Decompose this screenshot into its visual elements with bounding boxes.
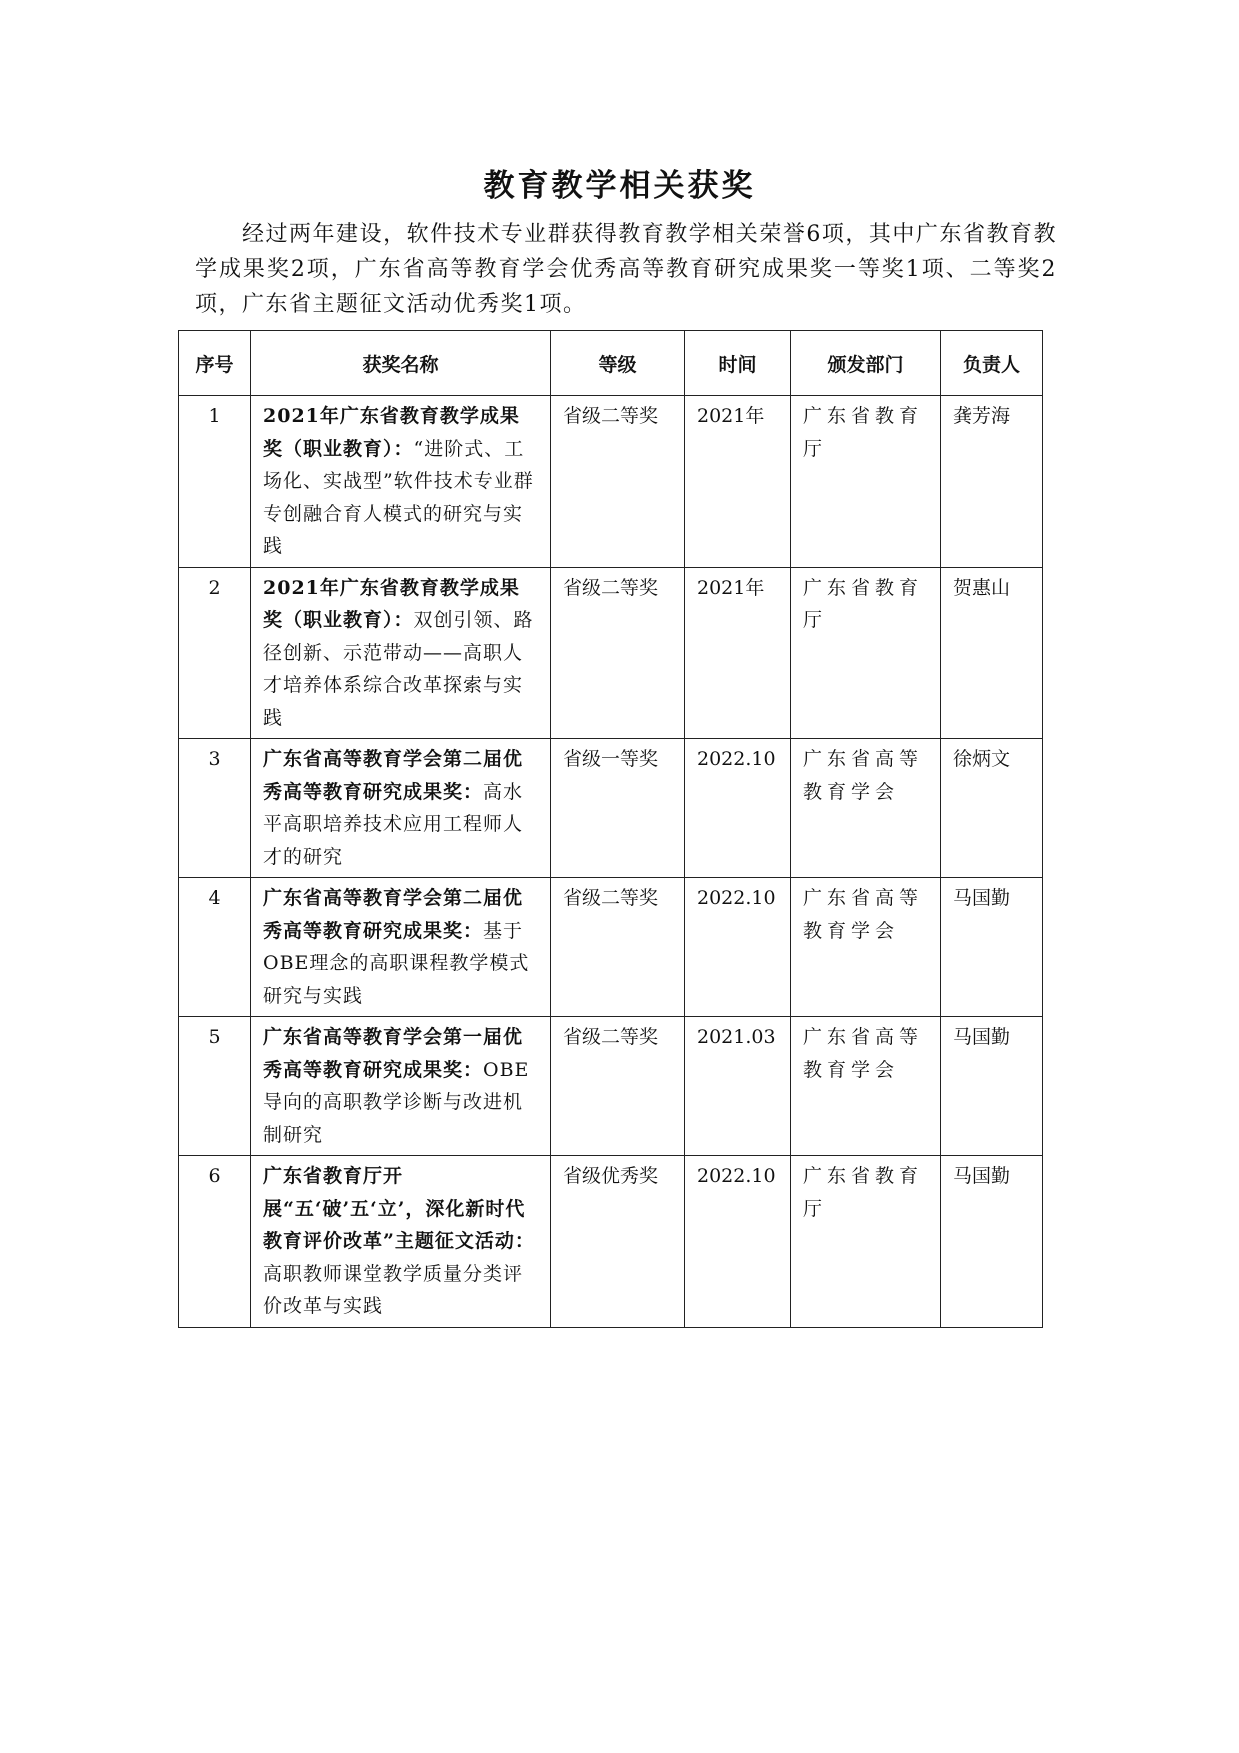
cell-level: 省级二等奖 [551,1017,685,1156]
cell-time: 2021.03 [685,1017,791,1156]
award-name-text: 高水平高职培养技术应用工程师人才的研究 [263,780,524,868]
table-row [179,878,1043,1017]
cell-award-name [251,1156,551,1328]
award-name-bold: 2021年广东省教育教学成果奖（职业教育）： [263,405,520,460]
award-name-bold: 广东省高等教育学会第一届优秀高等教育研究成果奖： [263,1026,524,1081]
cell-owner: 徐炳文 [941,739,1043,878]
cell-index: 4 [179,878,251,1017]
award-name-bold: 广东省高等教育学会第二届优秀高等教育研究成果奖： [263,748,524,803]
table-header-row [179,331,1043,396]
cell-owner: 马国勤 [941,1017,1043,1156]
table-row [179,739,1043,878]
table-row [179,1017,1043,1156]
table-row [179,567,1043,739]
cell-award-name [251,1017,551,1156]
cell-level: 省级二等奖 [551,396,685,568]
cell-department: 广东省高等教育学会 [791,878,941,1017]
cell-level: 省级优秀奖 [551,1156,685,1328]
cell-award-name [251,396,551,568]
header-index: 序号 [179,331,251,396]
award-name-text: 双创引领、路径创新、示范带动——高职人才培养体系综合改革探索与实践 [263,609,534,729]
award-name-text: OBE导向的高职教学诊断与改进机制研究 [263,1058,530,1146]
header-level: 等级 [551,331,685,396]
cell-level: 省级一等奖 [551,739,685,878]
intro-paragraph: 经过两年建设，软件技术专业群获得教育教学相关荣誉6项，其中广东省教育教学成果奖2项，广东省高等教育学会优秀高等教育研究成果奖一等奖1项、二等奖2项，广东省主题征文活动优秀奖1项。 [195,222,1057,317]
cell-award-name [251,739,551,878]
cell-index: 1 [179,396,251,568]
award-name-bold: 广东省教育厅开展“五‘破’五‘立’，深化新时代教育评价改革”主题征文活动： [263,1165,535,1252]
cell-level: 省级二等奖 [551,567,685,739]
cell-owner: 马国勤 [941,1156,1043,1328]
cell-time: 2021年 [685,396,791,568]
cell-owner: 龚芳海 [941,396,1043,568]
cell-department: 广东省教育厅 [791,567,941,739]
cell-index: 2 [179,567,251,739]
award-name-bold: 广东省高等教育学会第二届优秀高等教育研究成果奖： [263,887,524,942]
cell-department: 广东省教育厅 [791,1156,941,1328]
cell-owner: 马国勤 [941,878,1043,1017]
cell-level: 省级二等奖 [551,878,685,1017]
awards-table [178,330,1043,1328]
cell-time: 2022.10 [685,1156,791,1328]
header-award-name: 获奖名称 [251,331,551,396]
cell-department: 广东省高等教育学会 [791,739,941,878]
cell-owner: 贺惠山 [941,567,1043,739]
cell-department: 广东省教育厅 [791,396,941,568]
header-time: 时间 [685,331,791,396]
cell-index: 5 [179,1017,251,1156]
cell-time: 2022.10 [685,739,791,878]
cell-award-name [251,878,551,1017]
cell-time: 2021年 [685,567,791,739]
cell-index: 6 [179,1156,251,1328]
cell-time: 2022.10 [685,878,791,1017]
cell-index: 3 [179,739,251,878]
cell-department: 广东省高等教育学会 [791,1017,941,1156]
award-name-text: “进阶式、工场化、实战型”软件技术专业群专创融合育人模式的研究与实践 [263,437,534,557]
table-row [179,396,1043,568]
header-department: 颁发部门 [791,331,941,396]
cell-award-name [251,567,551,739]
award-name-text: 基于OBE理念的高职课程教学模式研究与实践 [263,919,530,1007]
table-row [179,1156,1043,1328]
page-title: 教育教学相关获奖 [483,168,756,204]
header-owner: 负责人 [941,331,1043,396]
award-name-bold: 2021年广东省教育教学成果奖（职业教育）： [263,576,520,631]
award-name-text: 高职教师课堂教学质量分类评价改革与实践 [263,1262,524,1317]
